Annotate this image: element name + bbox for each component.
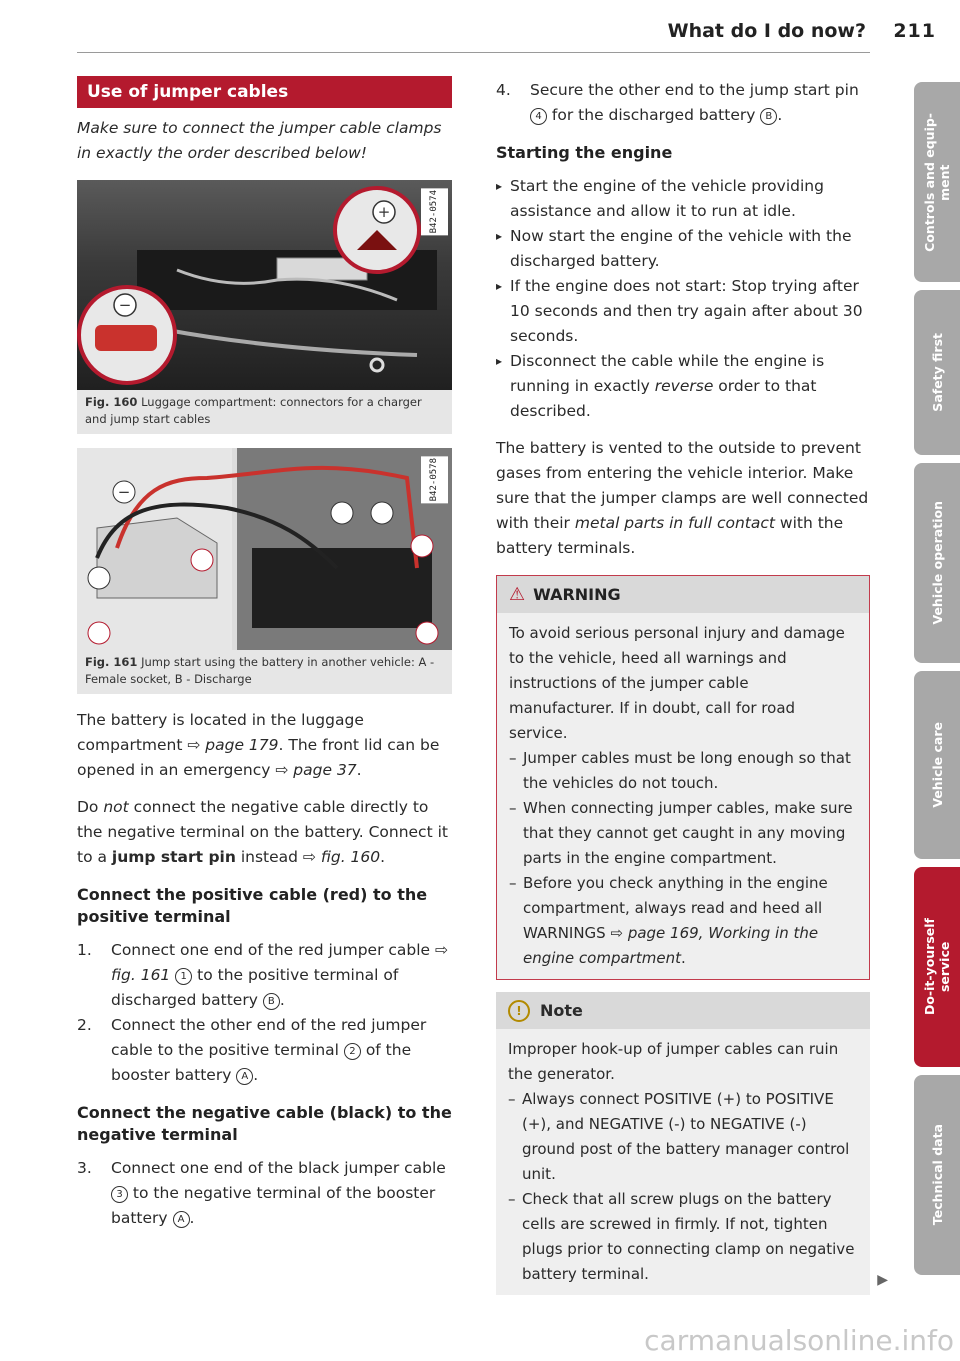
note-body [496, 1029, 870, 1295]
text: Before you check anything in the engine compartment, always read and heed all WARNINGS [523, 874, 828, 942]
emphasis: not [103, 798, 129, 816]
right-column [496, 76, 888, 1295]
figure-code: B42-0578 [421, 456, 448, 503]
warning-header [497, 576, 869, 613]
tab-vehicle-care[interactable] [914, 671, 960, 859]
text: . [253, 1066, 259, 1084]
jump-start-illustration [77, 448, 452, 650]
list-item [77, 938, 452, 1013]
callout-marker: B [760, 108, 777, 125]
callout-marker: 1 [175, 968, 192, 985]
text: . The front lid can be opened in an emergency [77, 736, 440, 779]
tab-label: Do-it-yourself service [922, 918, 952, 1016]
figure-label: Fig. 161 [85, 655, 138, 669]
emphasis: metal parts in full contact [574, 514, 775, 532]
step-number: 2. [77, 1016, 92, 1034]
tab-label: Controls and equip- ment [922, 112, 952, 252]
tab-label: Safety first [929, 333, 945, 412]
section-title: Use of jumper cables [77, 76, 452, 108]
warning-text: To avoid serious personal injury and damage to the vehicle, heed all warnings and instructions of the jumper cable manufacturer. If in doubt, call for road service. [509, 624, 845, 742]
text: instead [235, 848, 303, 866]
step-number: 1. [77, 941, 92, 959]
figure-reference-link[interactable]: ⇨ fig. 160 [302, 848, 381, 866]
text: The battery is vented to the outside to prevent gases from entering the vehicle interior. Make sure that the jumper clamps are well connected with their [496, 439, 869, 532]
figure-161-caption [77, 650, 452, 694]
negative-steps [77, 1156, 452, 1231]
figure-code: B42-0574 [421, 188, 448, 235]
list-item: – Always connect POSITIVE (+) to POSITIVE (+), and NEGATIVE (-) to NEGATIVE (-) ground post of the battery manager control unit. [508, 1087, 858, 1187]
tab-technical-data[interactable] [914, 1075, 960, 1275]
svg-text:−: − [118, 296, 132, 314]
list-item [496, 78, 870, 128]
tab-vehicle-operation[interactable] [914, 463, 960, 663]
text: Connect the other end of the red jumper cable to the positive terminal [111, 1016, 427, 1059]
step-number: 3. [77, 1159, 92, 1177]
list-item: ▸ Now start the engine of the vehicle with the discharged battery. [496, 224, 870, 274]
page-reference-link[interactable]: ⇨ page 169, Working in the engine compartment [523, 924, 819, 967]
figure-160-caption [77, 390, 452, 434]
negative-heading: Connect the negative cable (black) to the negative terminal [77, 1103, 452, 1144]
strong-text: jump start pin [111, 848, 236, 866]
text: Disconnect the cable while the engine is running in exactly [510, 352, 825, 395]
text: to the negative terminal of the booster battery [111, 1184, 436, 1227]
step-number: 4. [496, 81, 511, 99]
continue-arrow-icon: ▶ [877, 1272, 888, 1288]
tab-do-it-yourself-service[interactable] [914, 867, 960, 1067]
figure-160-image [77, 180, 452, 390]
figure-160 [77, 180, 452, 434]
callout-marker: 2 [344, 1043, 361, 1060]
note-text: Improper hook-up of jumper cables can ruin the generator. [508, 1040, 839, 1083]
negative-cable-paragraph [77, 795, 452, 870]
text: for the discharged battery [547, 106, 761, 124]
list-item: – Jumper cables must be long enough so that the vehicles do not touch. [509, 746, 857, 796]
list-item: ▸ Start the engine of the vehicle providing assistance and allow it to run at idle. [496, 174, 870, 224]
figure-161-image [77, 448, 452, 650]
battery-location-paragraph [77, 708, 452, 783]
tab-safety-first[interactable] [914, 290, 960, 455]
text: with the battery terminals. [496, 514, 844, 557]
text: order to that described. [510, 377, 817, 420]
page-reference-link[interactable]: ⇨ page 179 [187, 736, 279, 754]
caption-text: Luggage compartment: connectors for a charger and jump start cables [85, 395, 422, 426]
callout-marker: 4 [530, 108, 547, 125]
figure-161 [77, 448, 452, 694]
list-item: ▸ If the engine does not start: Stop trying after 10 seconds and then try again after about 30 seconds. [496, 274, 870, 349]
list-item [77, 1156, 452, 1231]
warning-title: WARNING [533, 585, 621, 604]
svg-text:−: − [117, 483, 131, 501]
starting-heading: Starting the engine [496, 143, 673, 162]
positive-heading: Connect the positive cable (red) to the positive terminal [77, 885, 428, 926]
figure-label: Fig. 160 [85, 395, 138, 409]
tab-label: Vehicle care [929, 722, 945, 808]
starting-list [496, 174, 870, 424]
warning-box [496, 575, 870, 980]
text: . [380, 848, 386, 866]
warning-list [509, 746, 857, 971]
tab-label: Vehicle operation [929, 501, 945, 625]
page-reference-link[interactable]: ⇨ page 37 [275, 761, 357, 779]
vent-paragraph [496, 436, 870, 561]
text: Connect one end of the black jumper cable [111, 1159, 446, 1177]
text: . [279, 991, 285, 1009]
section-intro: Make sure to connect the jumper cable clamps in exactly the order described below! [77, 119, 442, 162]
callout-marker: A [173, 1211, 190, 1228]
header-divider [77, 52, 870, 53]
text: The battery is located in the luggage compartment [77, 711, 364, 754]
luggage-compartment-illustration [77, 180, 452, 390]
callout-marker: A [236, 1068, 253, 1085]
list-item: – Check that all screw plugs on the battery cells are screwed in firmly. If not, tighten plugs prior to connecting clamp on negative battery terminal. [508, 1187, 858, 1287]
note-list [508, 1087, 858, 1287]
text: to the positive terminal of discharged battery [111, 966, 399, 1009]
text: . [356, 761, 362, 779]
positive-steps [77, 938, 452, 1088]
left-column [77, 76, 452, 1243]
text: Connect one end of the red jumper cable [111, 941, 436, 959]
negative-steps-continued [496, 78, 870, 128]
tab-controls-and-equipment[interactable] [914, 82, 960, 282]
note-info-icon: ! [508, 1000, 530, 1022]
callout-marker: 3 [111, 1186, 128, 1203]
note-title: Note [540, 1001, 583, 1020]
note-header [496, 992, 870, 1029]
watermark: carmanualsonline.info [644, 1324, 954, 1357]
text: . [680, 949, 686, 967]
emphasis: reverse [654, 377, 714, 395]
list-item [509, 871, 857, 971]
svg-text:+: + [377, 203, 391, 221]
warning-triangle-icon: ⚠ [509, 584, 526, 605]
list-item: – When connecting jumper cables, make sure that they cannot get caught in any moving parts in the engine compartment. [509, 796, 857, 871]
text: . [777, 106, 783, 124]
list-item [77, 1013, 452, 1088]
note-box [496, 992, 888, 1295]
header-title: What do I do now? [667, 20, 866, 42]
text: Do [77, 798, 104, 816]
text: Secure the other end to the jump start pin [530, 81, 859, 99]
page-number: 211 [893, 20, 936, 42]
caption-text: Jump start using the battery in another vehicle: A - Female socket, B - Discharge [85, 655, 435, 686]
figure-reference-link[interactable]: ⇨ fig. 161 [111, 941, 449, 984]
callout-marker: B [263, 993, 280, 1010]
tab-label: Technical data [929, 1124, 945, 1226]
warning-body [497, 613, 869, 979]
text: connect the negative cable directly to the negative terminal on the battery. Connect it to a [77, 798, 448, 866]
chapter-tabs [914, 82, 960, 1283]
text: . [189, 1209, 195, 1227]
list-item [496, 349, 870, 424]
text: of the booster battery [111, 1041, 412, 1084]
